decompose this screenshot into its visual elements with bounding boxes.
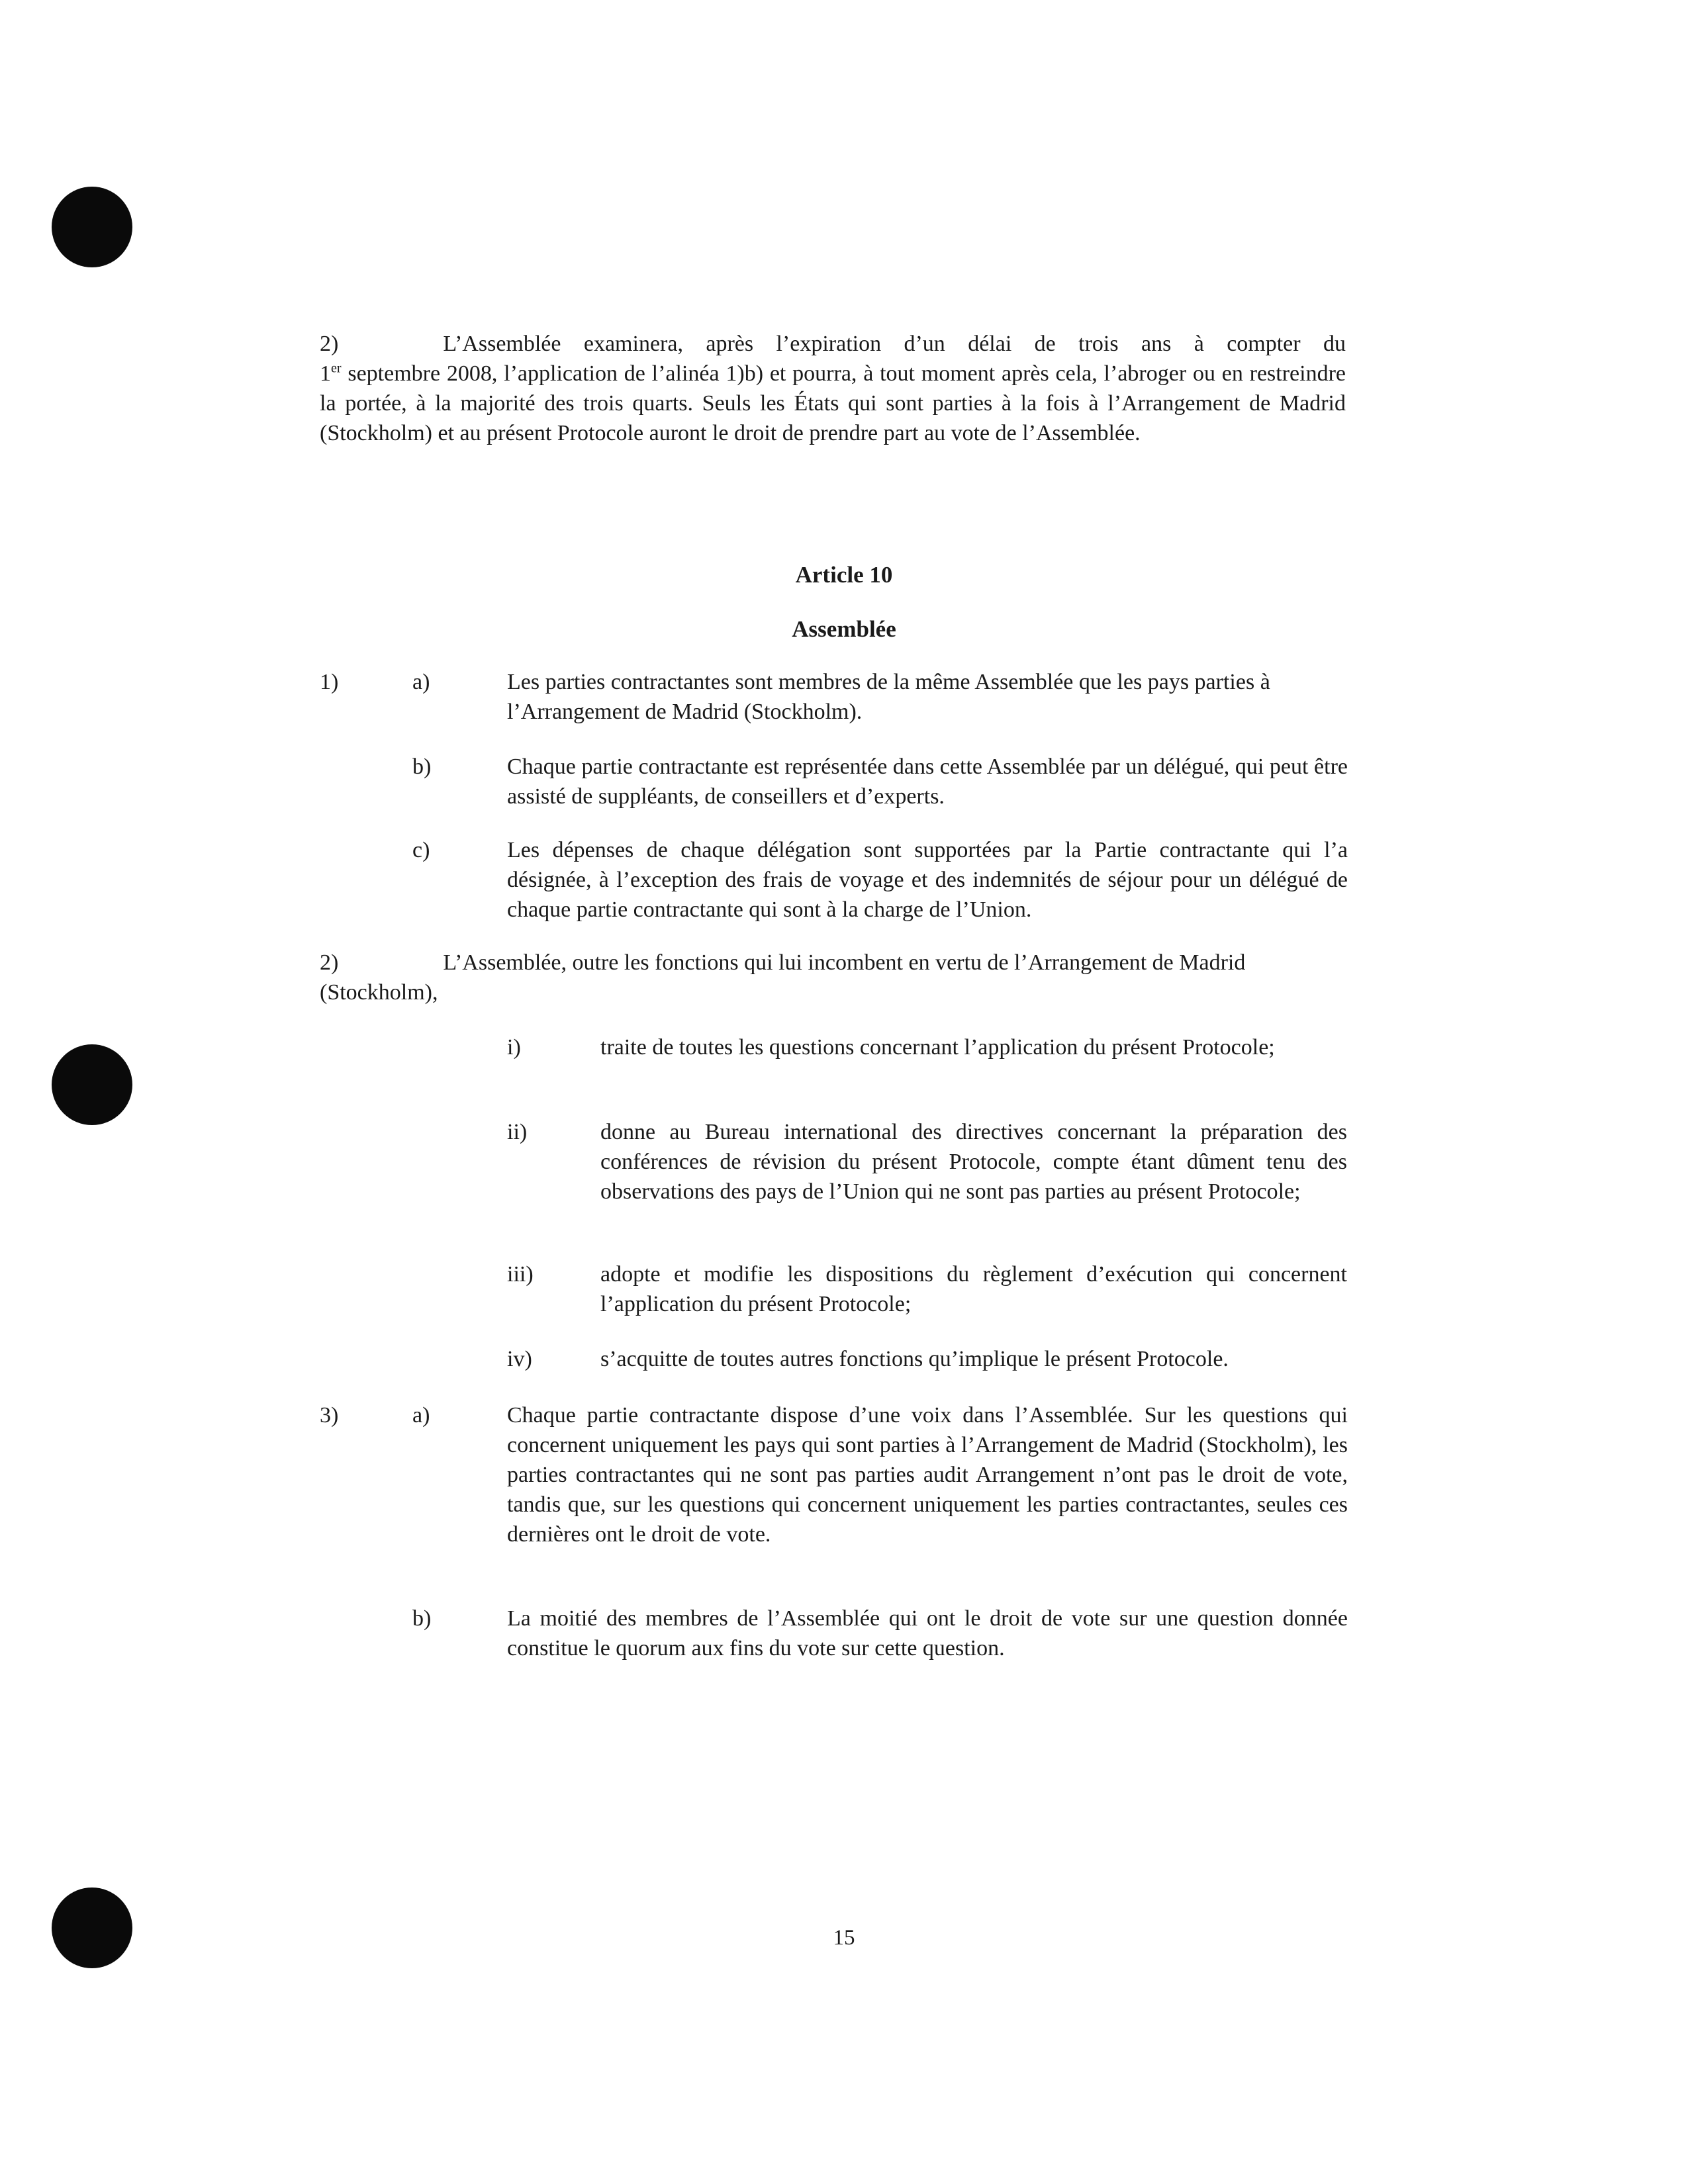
paragraph-2-item-ii-number: ii) [507, 1120, 528, 1144]
binder-hole-top [52, 187, 132, 267]
paragraph-2 [320, 948, 1346, 1007]
paragraph-2-item-iv-number: iv) [507, 1347, 532, 1371]
paragraph-3a-text: Chaque partie contractante dispose d’une voix dans l’Assemblée. Sur les questions qui concernent uniquement les pays qui sont parties à l’Arrangement de Madrid (Stockholm), les parties contractantes qui ne sont pas parties audit Arrangement n’ont pas le droit de vote, tandis que, sur les questions qui concernent uniquement les parties contractantes, seules ces dernières ont le droit de vote. [507, 1403, 1348, 1547]
paragraph-1b-text: Chaque partie contractante est représentée dans cette Assemblée par un délégué, qui peut être assisté de suppléants, de conseillers et d’experts. [507, 754, 1348, 809]
intro-paragraph-rest [320, 359, 1346, 448]
intro-paragraph-first-line [320, 329, 1346, 359]
paragraph-2-item-iii-number: iii) [507, 1262, 534, 1287]
paragraph-2-item-i-number: i) [507, 1035, 521, 1060]
binder-hole-middle [52, 1044, 132, 1125]
intro-paragraph-number: 2) [320, 332, 339, 356]
paragraph-1b-letter: b) [412, 754, 432, 779]
paragraph-2-item-iii-text: adopte et modifie les dispositions du règlement d’exécution qui concernent l’application du présent Protocole; [600, 1262, 1347, 1316]
paragraph-1a-text: Les parties contractantes sont membres de la même Assemblée que les pays parties à l’Arrangement de Madrid (Stockholm). [507, 670, 1270, 724]
paragraph-1c-letter: c) [412, 838, 430, 862]
intro-paragraph-line-1: L’Assemblée examinera, après l’expiration d’un délai de trois ans à compter du [443, 332, 1346, 356]
paragraph-1-number: 1) [320, 670, 339, 694]
article-number: Article 10 [795, 562, 893, 588]
paragraph-3b-letter: b) [412, 1606, 432, 1631]
date-day: 1 [320, 361, 331, 386]
date-superscript: er [331, 361, 342, 376]
paragraph-3-number: 3) [320, 1403, 339, 1428]
paragraph-3b-text: La moitié des membres de l’Assemblée qui ont le droit de vote sur une question donnée constitue le quorum aux fins du vote sur cette question. [507, 1606, 1348, 1661]
page-number: 15 [833, 1926, 855, 1950]
paragraph-3a-letter: a) [412, 1403, 430, 1428]
paragraph-2-intro: L’Assemblée, outre les fonctions qui lui incombent en vertu de l’Arrangement de Madrid (Stockholm), [320, 950, 1246, 1005]
paragraph-2-item-ii-text: donne au Bureau international des directives concernant la préparation des conférences de révision du présent Protocole, compte étant dûment tenu des observations des pays de l’Union qui ne sont pas parties au présent Protocole; [600, 1120, 1347, 1204]
paragraph-1c-text: Les dépenses de chaque délégation sont supportées par la Partie contractante qui l’a désignée, à l’exception des frais de voyage et des indemnités de séjour pour un délégué de chaque partie contractante qui sont à la charge de l’Union. [507, 838, 1348, 922]
intro-paragraph [320, 329, 1346, 448]
intro-paragraph-line-2: septembre 2008, l’application de l’alinéa 1)b) et pourra, à tout moment après cela, l’abroger ou en restreindre la portée, à la majorité des trois quarts. Seuls les États qui sont parties à la fois à l’Arrangement de Madrid (Stockholm) et au présent Protocole auront le droit de prendre part au vote de l’Assemblée. [320, 361, 1346, 445]
paragraph-2-item-iv-text: s’acquitte de toutes autres fonctions qu’implique le présent Protocole. [600, 1347, 1229, 1371]
paragraph-1a-letter: a) [412, 670, 430, 694]
paragraph-2-item-i-text: traite de toutes les questions concernant l’application du présent Protocole; [600, 1035, 1275, 1060]
paragraph-2-number: 2) [320, 950, 339, 975]
article-title: Assemblée [792, 616, 896, 642]
